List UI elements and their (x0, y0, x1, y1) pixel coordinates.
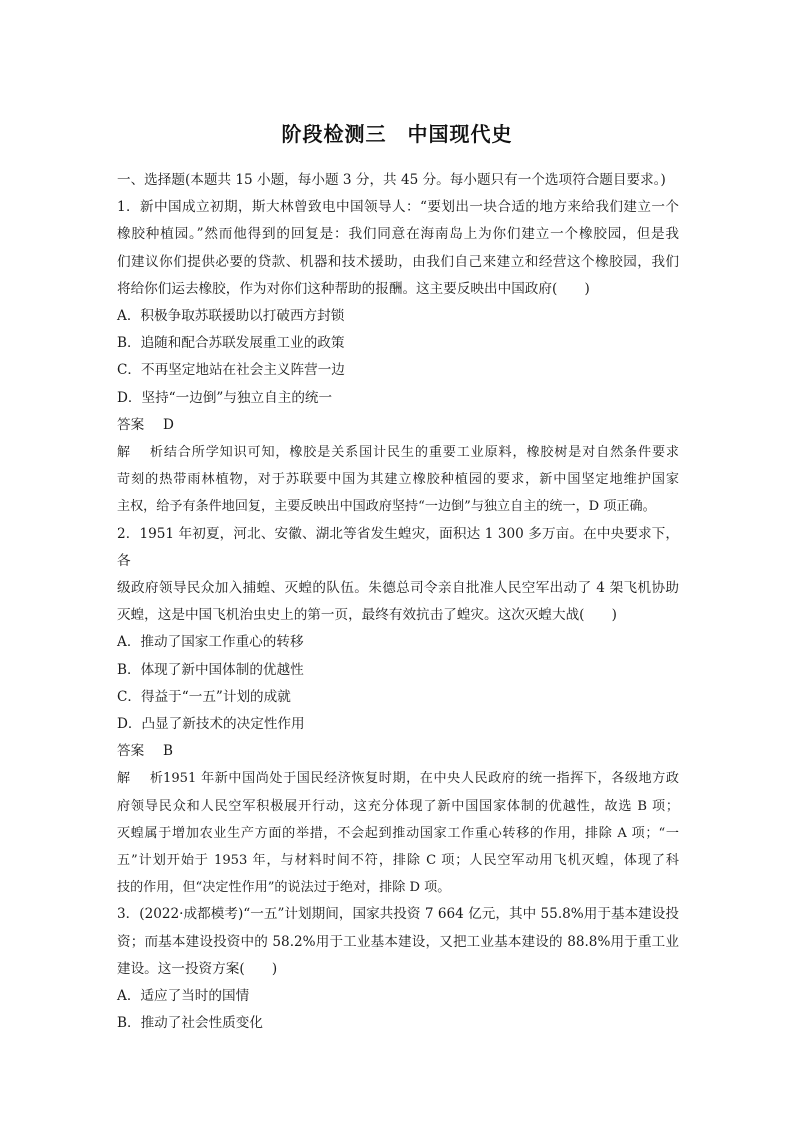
question-1-option-d: D．坚持“一边倒”与独立自主的统一 (117, 389, 333, 406)
question-2-answer (117, 738, 679, 765)
question-2-explanation-line-2: 府领导民众和人民空军积极展开行动，这充分体现了新中国国家体制的优越性，故选 B 项； (117, 798, 679, 814)
answer-value: B (163, 743, 173, 760)
page-title: 阶段检测三 中国现代史 (281, 122, 513, 146)
explanation-label: 解析 (117, 445, 163, 461)
question-2-explanation-line-4: 五”计划开始于 1953 年，与材料时间不符，排除 C 项；人民空军动用飞机灭蝗，体现了科 (117, 853, 679, 869)
question-2-option-c: C．得益于“一五”计划的成就 (117, 688, 291, 705)
question-1-explanation-line-1: 解析结合所学知识可知，橡胶是关系国计民生的重要工业原料，橡胶树是对自然条件要求 (117, 439, 679, 466)
question-3-option-b: B．推动了社会性质变化 (117, 1015, 263, 1032)
question-1-option-c: C．不再坚定地站在社会主义阵营一边 (117, 362, 345, 379)
question-2-line-1: 2．1951 年初夏，河北、安徽、湖北等省发生蝗灾，面积达 1 300 多万亩。在中央要求下，各 (117, 525, 679, 569)
question-1 (117, 194, 679, 520)
section-header: 一、选择题(本题共 15 小题，每小题 3 分，共 45 分。每小题只有一个选项符合题目要求。) (117, 172, 666, 188)
question-3-line-1: 3．(2022·成都模考)“一五”计划期间，国家共投资 7 664 亿元，其中 55.8%用于基本建设投 (117, 906, 679, 923)
question-1-answer (117, 412, 679, 439)
question-2-option-a: A．推动了国家工作重心的转移 (117, 634, 304, 651)
question-2-line-3: 灭蝗，这是中国飞机治虫史上的第一页，最终有效抗击了蝗灾。这次灭蝗大战( ) (117, 607, 617, 624)
question-3-option-a: A．适应了当时的国情 (117, 988, 250, 1005)
question-2-option-d: D．凸显了新技术的决定性作用 (117, 716, 305, 733)
question-2-line-2: 级政府领导民众加入捕蝗、灭蝗的队伍。朱德总司令亲自批准人民空军出动了 4 架飞机协助 (117, 580, 679, 597)
explanation-label: 解析 (117, 771, 163, 787)
question-2 (117, 521, 679, 902)
question-2-option-b: B．体现了新中国体制的优越性 (117, 661, 304, 678)
answer-value: D (163, 416, 174, 433)
question-3-line-3: 建设。这一投资方案( ) (117, 960, 278, 977)
question-2-explanation-line-5: 技的作用，但“决定性作用”的说法过于绝对，排除 D 项。 (117, 880, 451, 896)
question-1-line-4: 将给你们运去橡胶，作为对你们这种帮助的报酬。这主要反映出中国政府( ) (117, 280, 590, 297)
question-1-option-b: B．追随和配合苏联发展重工业的政策 (117, 335, 345, 352)
document-body (117, 167, 679, 1038)
question-1-explanation-line-2: 苛刻的热带雨林植物，对于苏联要中国为其建立橡胶种植园的要求，新中国坚定地维护国家 (117, 472, 679, 488)
question-1-line-2: 橡胶种植园。”然而他得到的回复是：我们同意在海南岛上为你们建立一个橡胶园，但是我 (117, 226, 679, 243)
question-3 (117, 901, 679, 1037)
question-1-explanation-line-3: 主权，给予有条件地回复，主要反映出中国政府坚持“一边倒”与独立自主的统一，D 项正确。 (117, 499, 656, 515)
answer-label: 答案 (117, 416, 145, 433)
question-1-option-a: A．积极争取苏联援助以打破西方封锁 (117, 308, 345, 325)
question-1-line-3: 们建议你们提供必要的贷款、机器和技术援助，由我们自己来建立和经营这个橡胶园，我们 (117, 253, 679, 270)
question-1-line-1: 1．新中国成立初期，斯大林曾致电中国领导人：“要划出一块合适的地方来给我们建立一个 (117, 199, 679, 216)
answer-label: 答案 (117, 743, 145, 760)
question-3-line-2: 资；而基本建设投资中的 58.2%用于工业基本建设，又把工业基本建设的 88.8%用于重工业 (117, 933, 679, 950)
question-2-explanation-line-3: 灭蝗属于增加农业生产方面的举措，不会起到推动国家工作重心转移的作用，排除 A 项；“一 (117, 825, 679, 841)
question-2-explanation-line-1: 解析1951 年新中国尚处于国民经济恢复时期，在中央人民政府的统一指挥下，各级地方政 (117, 765, 679, 792)
